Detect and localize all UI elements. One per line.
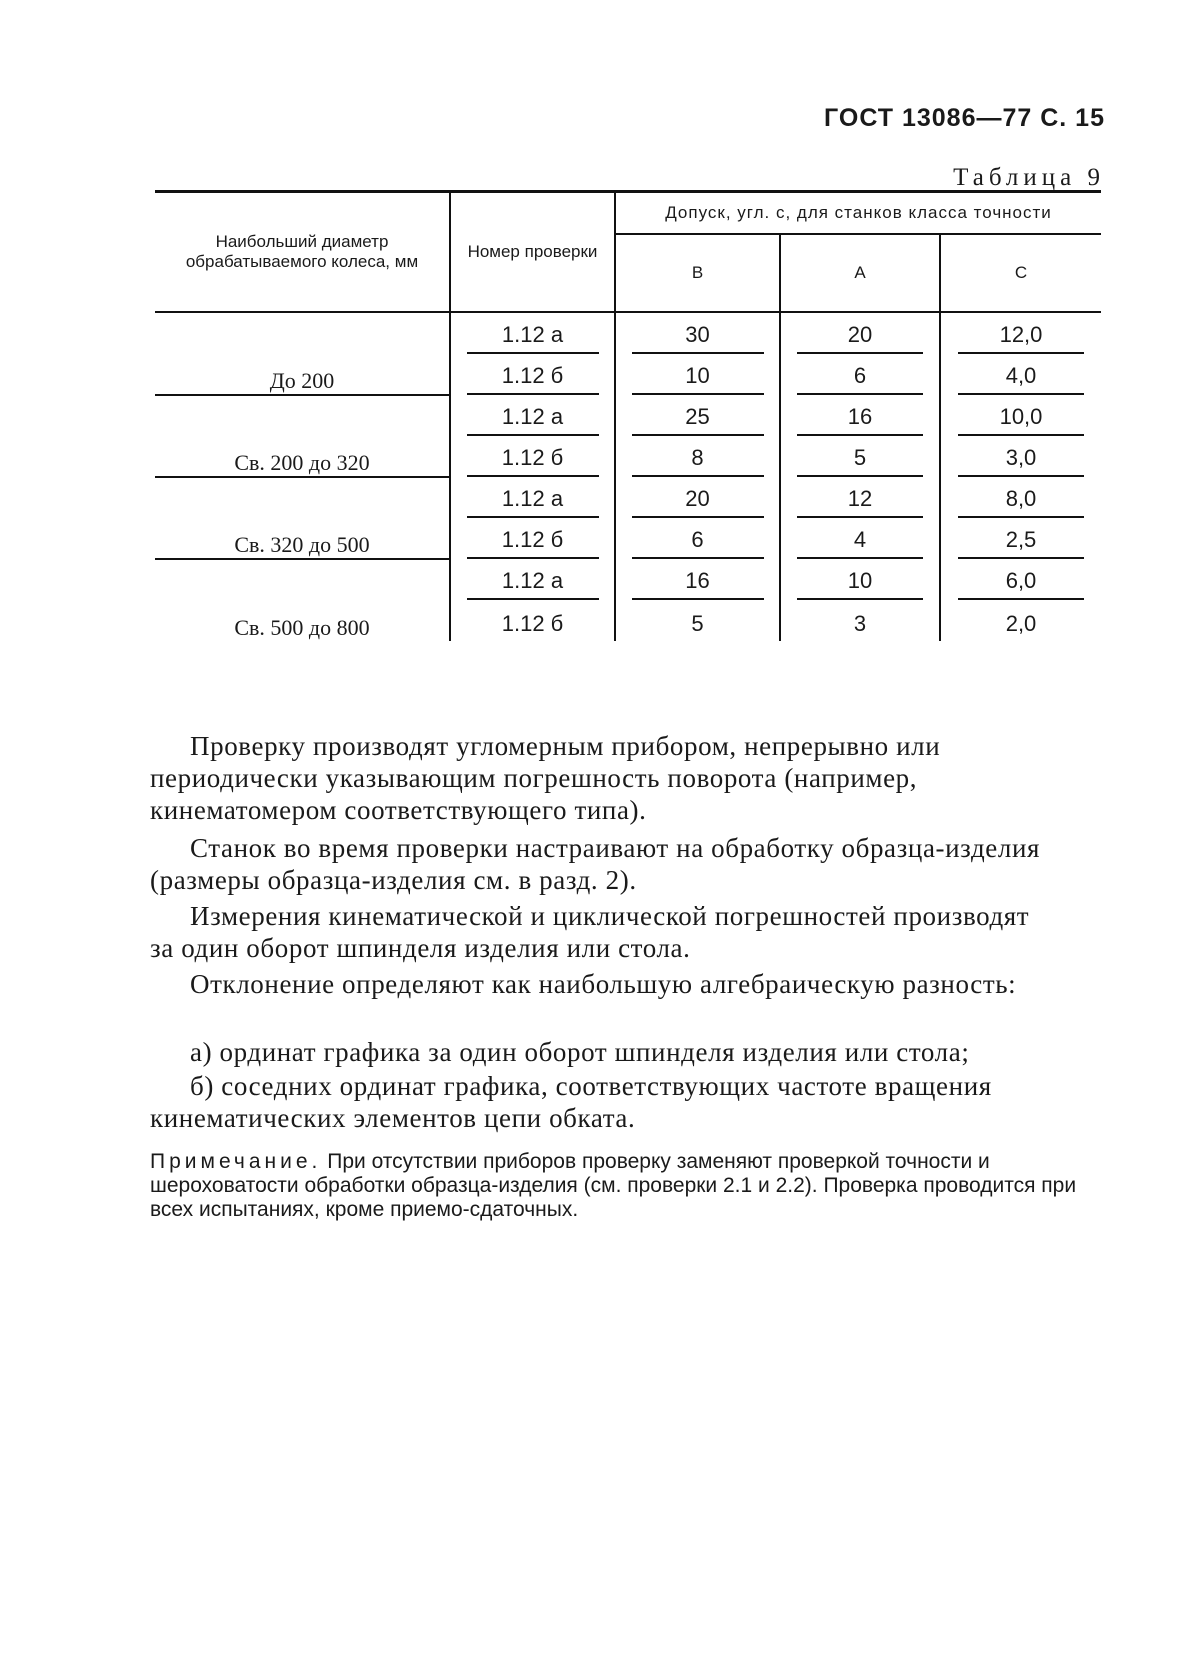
header-class-c: С — [940, 234, 1101, 312]
header-class-b: В — [615, 234, 780, 312]
header-class-a: А — [780, 234, 940, 312]
check-number-cell: 1.12 б — [467, 445, 599, 477]
table-caption: Таблица 9 — [953, 164, 1105, 191]
class-c-value: 10,0 — [958, 404, 1084, 436]
paragraph-method: Проверку производят угломерным прибором, непрерывно или периодически указывающим погрешность поворота (например, кинематомером соответствующего типа). — [150, 731, 941, 825]
paragraph-item-a: а) ординат графика за один оборот шпинделя изделия или стола; — [190, 1037, 970, 1067]
table-row — [155, 395, 1101, 436]
class-c-value: 6,0 — [958, 568, 1084, 600]
note — [150, 1150, 1080, 1222]
class-a-value: 3 — [853, 611, 867, 636]
class-a-value: 10 — [797, 568, 923, 600]
check-number-cell: 1.12 б — [501, 611, 564, 636]
table-row — [155, 312, 1101, 354]
check-number-cell: 1.12 б — [467, 527, 599, 559]
diameter-cell: До 200 — [155, 312, 450, 395]
check-number-cell: 1.12 а — [467, 404, 599, 436]
class-a-value: 4 — [797, 527, 923, 559]
class-c-value: 2,0 — [1005, 611, 1037, 636]
check-number-cell: 1.12 а — [467, 568, 599, 600]
class-b-value: 20 — [632, 486, 764, 518]
class-c-value: 4,0 — [958, 363, 1084, 395]
class-b-value: 10 — [632, 363, 764, 395]
class-b-value: 30 — [632, 322, 764, 354]
table-row — [155, 477, 1101, 518]
class-a-value: 6 — [797, 363, 923, 395]
check-number-cell: 1.12 а — [467, 322, 599, 354]
paragraph-deviation: Отклонение определяют как наибольшую алгебраическую разность: — [190, 969, 1017, 999]
page-header: ГОСТ 13086—77 С. 15 — [824, 104, 1105, 132]
class-c-value: 12,0 — [958, 322, 1084, 354]
class-c-value: 8,0 — [958, 486, 1084, 518]
class-b-value: 5 — [691, 611, 704, 636]
diameter-cell: Св. 200 до 320 — [155, 395, 450, 477]
class-c-value: 2,5 — [958, 527, 1084, 559]
class-b-value: 8 — [632, 445, 764, 477]
class-a-value: 12 — [797, 486, 923, 518]
class-b-value: 25 — [632, 404, 764, 436]
diameter-cell: Св. 500 до 800 — [234, 615, 370, 640]
paragraph-setup: Станок во время проверки настраивают на обработку образца-изделия (размеры образца-изделия см. в разд. 2). — [150, 833, 1041, 895]
note-label: Примечание. — [150, 1150, 322, 1173]
class-b-value: 16 — [632, 568, 764, 600]
check-number-cell: 1.12 а — [467, 486, 599, 518]
header-check-number: Номер проверки — [450, 192, 615, 313]
check-number-cell: 1.12 б — [467, 363, 599, 395]
class-c-value: 3,0 — [958, 445, 1084, 477]
class-a-value: 5 — [797, 445, 923, 477]
paragraph-measurements: Измерения кинематической и циклической погрешностей производят за один оборот шпинделя изделия или стола. — [150, 901, 1030, 963]
table-row — [155, 559, 1101, 600]
tolerance-table — [155, 190, 1101, 641]
class-a-value: 16 — [797, 404, 923, 436]
class-b-value: 6 — [632, 527, 764, 559]
paragraph-item-b: б) соседних ординат графика, соответствующих частоте вращения кинематических элементов цепи обката. — [150, 1071, 992, 1133]
header-tolerance: Допуск, угл. с, для станков класса точности — [615, 192, 1101, 235]
header-diameter: Наибольший диаметр обрабатываемого колеса, мм — [155, 192, 450, 313]
diameter-cell: Св. 320 до 500 — [155, 477, 450, 559]
class-a-value: 20 — [797, 322, 923, 354]
note-text: При отсутствии приборов проверку заменяют проверкой точности и шероховатости обработки образца-изделия (см. проверки 2.1 и 2.2). Проверка проводится при всех испытаниях, кроме приемо-сдаточных. — [150, 1150, 1077, 1221]
